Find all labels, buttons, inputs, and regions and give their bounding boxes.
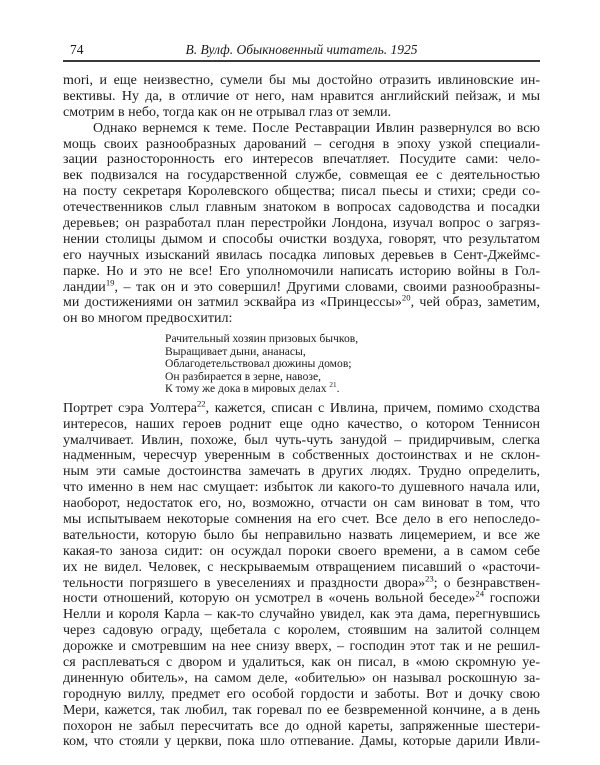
text-line: вективы. Ну да, в отличие от него, нам нравится английский пейзаж, и мы <box>63 88 540 104</box>
text-line: ся расплеваться с двором и удалиться, как он писал, в «мою скромную уе- <box>63 655 540 670</box>
text-line: какая-то заноза сидит: он осуждал пороки своего времени, а в самом себе <box>63 543 540 559</box>
text-line: mori, и еще неизвестно, сумели бы мы достойно отразить ивлиновские ин- <box>63 73 540 88</box>
text-line: ландии$^{19}$, – так он и это совершил! Другими словами, своими разнообразны- <box>63 280 540 296</box>
running-title: В. Вулф. Обыкновенный читатель. 1925 <box>185 42 418 57</box>
verse-block <box>165 333 540 396</box>
text-line: деревьев; он разработал план перестройки Лондона, изучал вопрос о загряз- <box>63 216 540 232</box>
text-line: ным эти самые достоинства замечать в других людях. Трудно определить, <box>63 464 540 480</box>
text-line: на посту секретаря Королевского общества; писал пьесы и стихи; среди со- <box>63 184 540 200</box>
verse-line: Рачительный хозяин призовых бычков, <box>165 332 359 346</box>
text-line: его научных изысканий явилась посадка липовых деревьев в Сент-Джеймс- <box>63 247 540 263</box>
verse-line: Выращивает дыни, ананасы, <box>165 344 306 358</box>
text-line: дорожке и смотревшим на нее снизу вверх, – господин этот так и не решил- <box>63 639 540 655</box>
page-number: 74 <box>70 42 84 57</box>
verse-line: Он разбирается в зерне, навозе, <box>165 369 321 383</box>
text-line: Мери, кажется, так любил, так горевал по ее безвременной кончине, а в день <box>63 702 540 718</box>
footnote-ref: 23 <box>425 575 434 583</box>
text-line: ми достижениями он затмил эсквайра из «Принцессы»$^{20}$, чей образ, заметим, <box>63 295 540 311</box>
text-line: надменным, чересчур уверенным в собственных достоинствах и не склон- <box>63 448 540 464</box>
verse-line: К тому же дока в мировых делах $^{21}$. <box>165 381 340 396</box>
text-line: мы испытываем некоторые сомнения на его счет. Все дело в его непоследо- <box>63 511 540 527</box>
text-line: мощь своих разнообразных дарований – сегодня в эпоху узкой специали- <box>63 136 540 152</box>
text-line: век подвизался на государственной службе, совмещая ее с деятельностью <box>63 168 540 184</box>
text-line: через садовую ограду, щебетала с королем, стоявшим на залитой солнцем <box>63 623 540 639</box>
text-line: смотрим в небо, тогда как он не отрывал глаз от земли. <box>63 104 392 120</box>
text-line: их не видел. Человек, с нескрываемым отвращением писавший о «расточи- <box>63 559 540 575</box>
paragraph <box>63 121 540 328</box>
footnote-ref: 21 <box>329 381 337 390</box>
text-line: умалчивает. Ивлин, похоже, был чуть-чуть занудой – придирчивым, слегка <box>63 432 540 448</box>
paragraph <box>63 401 540 751</box>
text-line: отечественников слыл главным знатоком в вопросах садоводства и посадки <box>63 200 540 216</box>
text-line: нении столицы дымом и способы очистки воздуха, говорят, что результатом <box>63 231 540 247</box>
paragraph <box>63 73 540 121</box>
text-line: ком, что стояли у церкви, пока шло отпевание. Дамы, которые дарили Ивли- <box>63 734 540 750</box>
header-rule <box>63 60 540 62</box>
footnote-ref: 24 <box>475 591 485 599</box>
text-line: наоборот, недостаток его, но, возможно, отчасти он сам виноват в том, что <box>63 496 540 512</box>
text-line: зации разносторонность его интересов впечатляет. Посудите сами: чело- <box>63 152 540 168</box>
text-line: диненную обитель», на самом деле, «обителью» он называл роскошную за- <box>63 670 540 686</box>
page-header <box>63 0 540 62</box>
text-line: похорон не забыл пересчитать все до одной кареты, запряженные шестери- <box>63 718 540 734</box>
text-line: парке. Но и это не все! Его уполномочили написать историю войны в Гол- <box>63 263 540 279</box>
footnote-ref: 22 <box>196 400 206 409</box>
text-column <box>63 0 540 750</box>
text-line: ности отношений, которую он усмотрел в «очень вольной беседе»$^{24}$ госпожи <box>63 591 540 607</box>
footnote-ref: 19 <box>105 279 115 287</box>
text-line: Портрет сэра Уолтера$^{22}$, кажется, списан с Ивлина, причем, помимо сходства <box>63 401 540 417</box>
text-line: вательности, которую было бы неправильно назвать лицемерием, и все же <box>63 527 540 543</box>
verse-line: Облагодетельствовал дюжины домов; <box>165 357 352 371</box>
text-line: городную виллу, предмет его особой гордости и заботы. Вот и дочку свою <box>63 686 540 702</box>
text-line: тельности погрязшего в увеселениях и праздности двора»$^{23}$; о безнравствен- <box>63 576 540 592</box>
text-line: Однако вернемся к теме. После Реставрации Ивлин развернулся во всю <box>93 120 540 136</box>
text-block <box>63 73 540 750</box>
text-line: Нелли и короля Карла – как-то случайно увидел, как эта дама, перегнувшись <box>63 607 540 623</box>
text-line: что именно в нем нас смущает: избыток ли какого-то душевного начала или, <box>63 480 540 496</box>
footnote-ref: 20 <box>401 295 411 303</box>
text-line: интересов, наших героев роднит еще одно качество, о котором Теннисон <box>63 416 540 432</box>
text-line: он во многом предвосхитил: <box>63 311 233 327</box>
